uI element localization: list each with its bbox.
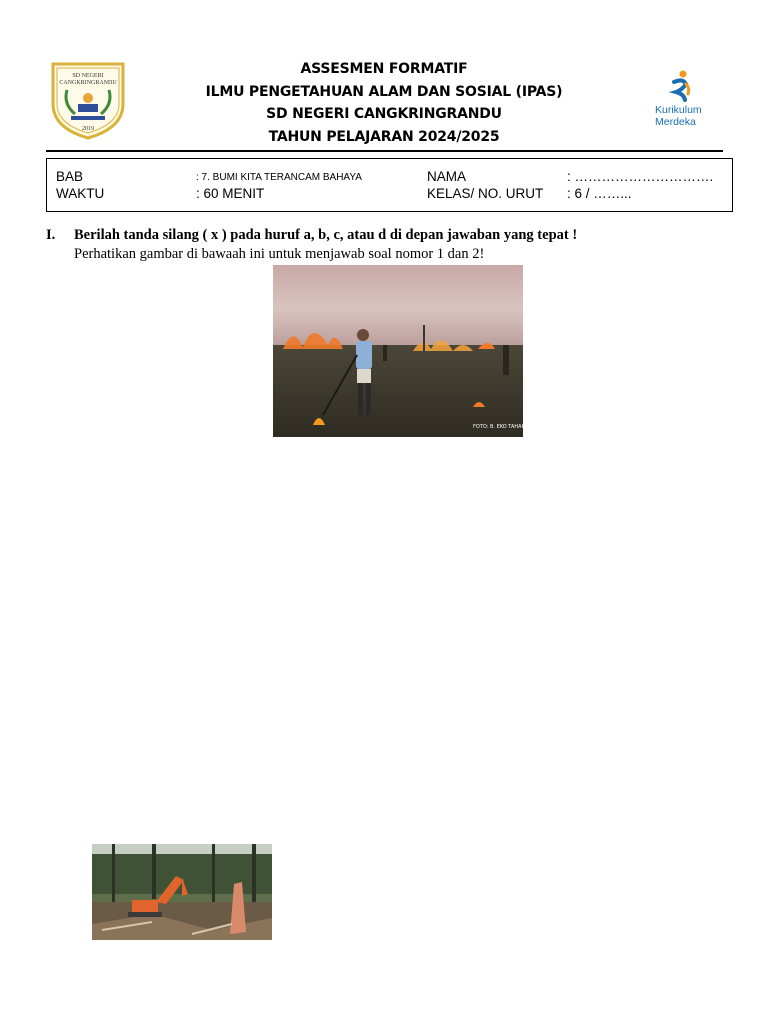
- question-subtext: Perhatikan gambar di bawaah ini untuk menjawab soal nomor 1 dan 2!: [74, 246, 485, 262]
- waktu-label: WAKTU: [56, 186, 105, 201]
- kurikulum-merdeka-logo: [652, 68, 714, 130]
- bab-label: BAB: [56, 169, 84, 184]
- waktu-value: : 60 MENIT: [196, 186, 265, 201]
- forest-fire-photo: [273, 265, 532, 437]
- km-logo-line1: Kurikulum: [655, 104, 702, 116]
- nama-label: NAMA: [427, 169, 467, 184]
- section-number: I.: [46, 227, 56, 243]
- header-title-line3: SD NEGERI CANGKRINGRANDU: [266, 106, 502, 122]
- school-logo-name-top: SD NEGERI: [72, 73, 104, 79]
- kelas-field[interactable]: : 6 / ……...: [567, 186, 632, 201]
- deforestation-photo: [92, 844, 272, 940]
- school-logo-name-main: CANGKRINGRANDU: [59, 80, 117, 86]
- fire-photo-caption: FOTO: B. EKO TAHARAN: [473, 424, 532, 430]
- header-titles: [150, 58, 618, 148]
- school-logo-year: 2019: [82, 126, 94, 132]
- kelas-label: KELAS/ NO. URUT: [427, 186, 544, 201]
- school-logo: [49, 60, 127, 140]
- header-title-line4: TAHUN PELAJARAN 2024/2025: [268, 128, 500, 145]
- km-logo-line2: Merdeka: [655, 116, 696, 128]
- student-info-box: [46, 158, 733, 212]
- header-title-line2: ILMU PENGETAHUAN ALAM DAN SOSIAL (IPAS): [205, 83, 563, 100]
- nama-field[interactable]: : ………………………….: [567, 169, 714, 184]
- header-title-line1: ASSESMEN FORMATIF: [300, 61, 468, 77]
- question-instruction: Berilah tanda silang ( x ) pada huruf a, b, c, atau d di depan jawaban yang tepat !: [74, 227, 578, 243]
- header-divider: [46, 150, 723, 152]
- bab-value: : 7. BUMI KITA TERANCAM BAHAYA: [196, 172, 362, 183]
